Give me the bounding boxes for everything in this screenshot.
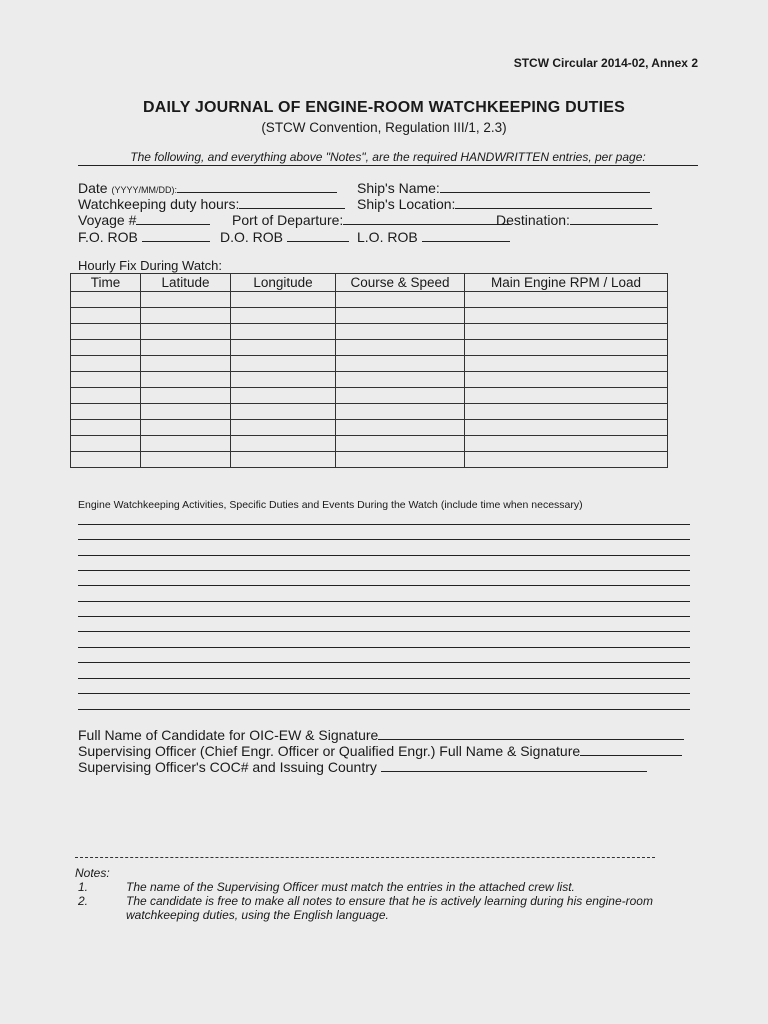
watch-hours-label: Watchkeeping duty hours: <box>78 196 240 212</box>
ship-name-field[interactable] <box>357 180 650 196</box>
table-cell[interactable] <box>231 308 336 324</box>
lo-rob-label: L.O. ROB <box>357 229 418 245</box>
table-row <box>71 372 668 388</box>
table-cell[interactable] <box>141 372 231 388</box>
ship-location-line <box>455 196 652 209</box>
table-row <box>71 388 668 404</box>
table-cell[interactable] <box>336 436 465 452</box>
table-cell[interactable] <box>141 292 231 308</box>
hourly-fix-body <box>71 292 668 468</box>
table-cell[interactable] <box>71 404 141 420</box>
table-cell[interactable] <box>71 372 141 388</box>
writing-line[interactable] <box>78 555 690 556</box>
note-number: 1. <box>78 880 89 894</box>
table-cell[interactable] <box>71 340 141 356</box>
page-subtitle: (STCW Convention, Regulation III/1, 2.3) <box>261 120 507 135</box>
table-cell[interactable] <box>231 452 336 468</box>
writing-line[interactable] <box>78 570 690 571</box>
table-cell[interactable] <box>231 356 336 372</box>
hourly-fix-table <box>70 273 668 468</box>
watch-hours-line <box>239 196 345 209</box>
table-cell[interactable] <box>141 324 231 340</box>
table-cell[interactable] <box>336 452 465 468</box>
table-row <box>71 308 668 324</box>
destination-line <box>570 212 658 225</box>
ship-name-line <box>440 180 650 193</box>
table-cell[interactable] <box>71 324 141 340</box>
watch-hours-field[interactable] <box>78 196 345 212</box>
table-cell[interactable] <box>141 388 231 404</box>
notes-title: Notes: <box>75 866 110 880</box>
table-cell[interactable] <box>336 404 465 420</box>
table-cell[interactable] <box>141 356 231 372</box>
writing-line[interactable] <box>78 693 690 694</box>
table-cell[interactable] <box>465 452 668 468</box>
table-row <box>71 340 668 356</box>
table-cell[interactable] <box>71 420 141 436</box>
table-cell[interactable] <box>336 356 465 372</box>
table-cell[interactable] <box>231 292 336 308</box>
table-cell[interactable] <box>141 420 231 436</box>
hourly-fix-label: Hourly Fix During Watch: <box>78 258 222 273</box>
ship-location-field[interactable] <box>357 196 652 212</box>
annex-reference: STCW Circular 2014-02, Annex 2 <box>513 56 698 70</box>
notes-divider <box>75 857 655 858</box>
note-text: The candidate is free to make all notes to ensure that he is actively learning during his engine-room watchkeeping duties, using the English language. <box>126 894 653 922</box>
table-cell[interactable] <box>231 388 336 404</box>
destination-label: Destination: <box>496 212 570 228</box>
note-number: 2. <box>78 894 89 908</box>
destination-field[interactable] <box>496 212 658 228</box>
writing-line[interactable] <box>78 647 690 648</box>
voyage-line <box>136 212 210 225</box>
table-cell[interactable] <box>231 404 336 420</box>
note-text: The name of the Supervising Officer must match the entries in the attached crew list. <box>126 880 575 894</box>
table-row <box>71 452 668 468</box>
table-cell[interactable] <box>231 420 336 436</box>
table-cell[interactable] <box>141 308 231 324</box>
coc-line <box>381 759 647 772</box>
table-cell[interactable] <box>336 388 465 404</box>
table-cell[interactable] <box>336 308 465 324</box>
date-format: (YYYY/MM/DD): <box>111 185 177 195</box>
writing-line[interactable] <box>78 631 690 632</box>
table-cell[interactable] <box>231 340 336 356</box>
table-row <box>71 324 668 340</box>
supervisor-signature-label: Supervising Officer (Chief Engr. Officer or Qualified Engr.) Full Name & Signature <box>78 743 581 759</box>
table-cell[interactable] <box>336 292 465 308</box>
table-cell[interactable] <box>465 324 668 340</box>
fo-rob-field[interactable] <box>78 229 210 245</box>
table-cell[interactable] <box>465 388 668 404</box>
writing-line[interactable] <box>78 678 690 679</box>
table-cell[interactable] <box>71 356 141 372</box>
table-cell[interactable] <box>336 420 465 436</box>
port-departure-line <box>343 212 511 225</box>
table-row <box>71 356 668 372</box>
table-cell[interactable] <box>465 308 668 324</box>
writing-line[interactable] <box>78 662 690 663</box>
date-label: Date <box>78 180 108 196</box>
table-cell[interactable] <box>465 404 668 420</box>
table-cell[interactable] <box>141 436 231 452</box>
table-cell[interactable] <box>231 372 336 388</box>
candidate-signature-field[interactable] <box>78 727 684 743</box>
table-cell[interactable] <box>465 340 668 356</box>
writing-line[interactable] <box>78 585 690 586</box>
fo-rob-label: F.O. ROB <box>78 229 138 245</box>
activities-label: Engine Watchkeeping Activities, Specific Duties and Events During the Watch (include time when necessary) <box>78 499 583 511</box>
table-cell[interactable] <box>465 372 668 388</box>
do-rob-field[interactable] <box>220 229 349 245</box>
lo-rob-line <box>422 229 510 242</box>
writing-line[interactable] <box>78 524 690 525</box>
column-header-course-speed: Course & Speed <box>336 274 465 292</box>
ship-location-label: Ship's Location: <box>357 196 456 212</box>
page-title: DAILY JOURNAL OF ENGINE-ROOM WATCHKEEPING DUTIES <box>143 99 625 116</box>
do-rob-label: D.O. ROB <box>220 229 284 245</box>
instruction-text: The following, and everything above "Notes", are the required HANDWRITTEN entries, per page: <box>78 150 698 166</box>
table-cell[interactable] <box>71 388 141 404</box>
column-header-engine-rpm: Main Engine RPM / Load <box>465 274 668 292</box>
table-cell[interactable] <box>465 420 668 436</box>
coc-label: Supervising Officer's COC# and Issuing Country <box>78 759 377 775</box>
do-rob-line <box>287 229 349 242</box>
supervisor-signature-line <box>580 743 682 756</box>
fo-rob-line <box>142 229 210 242</box>
table-cell[interactable] <box>336 324 465 340</box>
writing-line[interactable] <box>78 539 690 540</box>
table-row <box>71 404 668 420</box>
table-row <box>71 292 668 308</box>
table-cell[interactable] <box>71 436 141 452</box>
column-header-longitude: Longitude <box>231 274 336 292</box>
writing-line[interactable] <box>78 601 690 602</box>
table-row <box>71 436 668 452</box>
table-cell[interactable] <box>465 436 668 452</box>
candidate-signature-line <box>378 727 684 740</box>
port-departure-label: Port of Departure: <box>232 212 344 228</box>
date-line <box>177 180 337 193</box>
table-cell[interactable] <box>141 340 231 356</box>
table-cell[interactable] <box>336 372 465 388</box>
candidate-signature-label: Full Name of Candidate for OIC-EW & Signature <box>78 727 379 743</box>
table-cell[interactable] <box>71 308 141 324</box>
port-departure-field[interactable] <box>232 212 511 228</box>
table-cell[interactable] <box>465 292 668 308</box>
date-field[interactable] <box>78 180 337 196</box>
table-cell[interactable] <box>336 340 465 356</box>
hourly-fix-header-row <box>71 274 668 292</box>
writing-line[interactable] <box>78 709 690 710</box>
table-cell[interactable] <box>141 452 231 468</box>
table-cell[interactable] <box>71 452 141 468</box>
table-cell[interactable] <box>231 324 336 340</box>
coc-field[interactable] <box>78 759 647 775</box>
table-row <box>71 420 668 436</box>
table-cell[interactable] <box>71 292 141 308</box>
ship-name-label: Ship's Name: <box>357 180 440 196</box>
table-cell[interactable] <box>465 356 668 372</box>
voyage-label: Voyage # <box>78 212 137 228</box>
writing-line[interactable] <box>78 616 690 617</box>
table-cell[interactable] <box>231 436 336 452</box>
column-header-latitude: Latitude <box>141 274 231 292</box>
lo-rob-field[interactable] <box>357 229 510 245</box>
voyage-field[interactable] <box>78 212 210 228</box>
table-cell[interactable] <box>141 404 231 420</box>
column-header-time: Time <box>71 274 141 292</box>
supervisor-signature-field[interactable] <box>78 743 682 759</box>
